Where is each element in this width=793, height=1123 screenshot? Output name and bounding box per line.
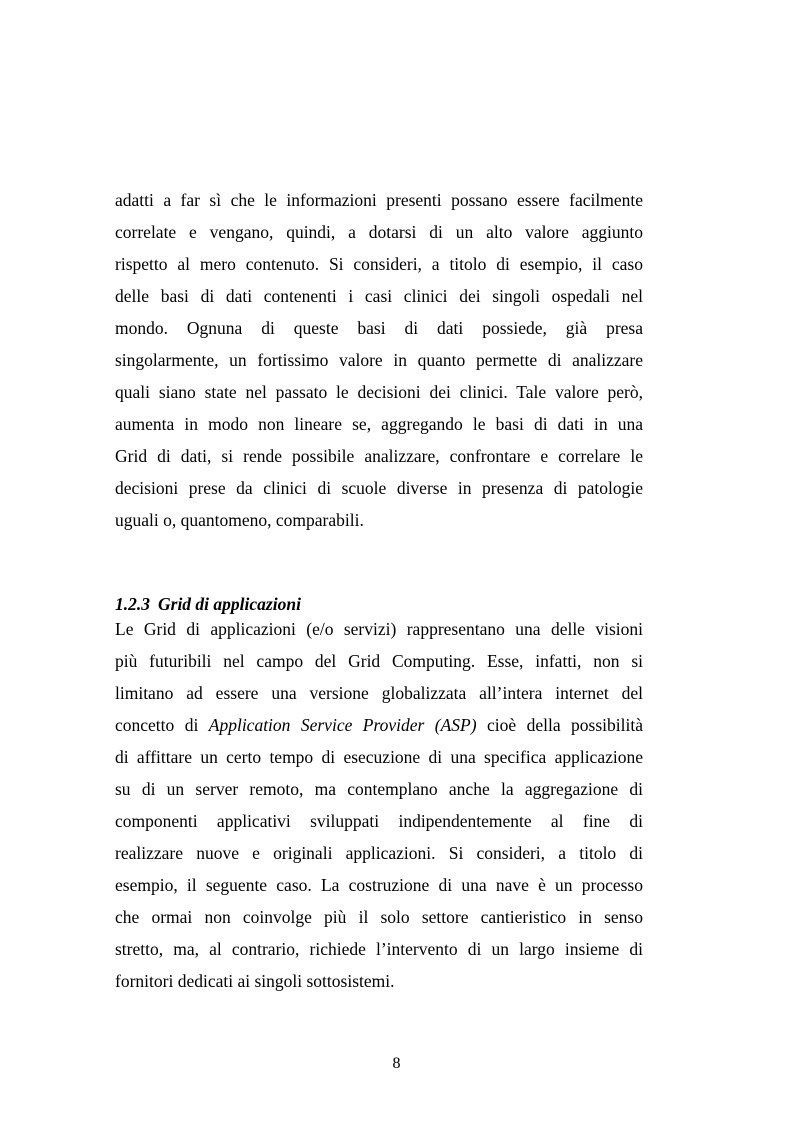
text-line: che ormai non coinvolge più il solo settore cantieristico in senso — [115, 907, 643, 927]
text-line-asp — [115, 709, 643, 741]
text-line: realizzare nuove e originali applicazioni. Si consideri, a titolo di — [115, 843, 643, 863]
paragraph-application-grid — [115, 613, 643, 997]
text-line: stretto, ma, al contrario, richiede l’intervento di un largo insieme di — [115, 939, 643, 959]
text-line: Le Grid di applicazioni (e/o servizi) rappresentano una delle visioni — [115, 619, 643, 639]
text-line: esempio, il seguente caso. La costruzione di una nave è un processo — [115, 875, 643, 895]
section-title: Grid di applicazioni — [158, 594, 301, 614]
text-line: quali siano state nel passato le decisioni dei clinici. Tale valore però, — [115, 382, 643, 402]
text-line: di affittare un certo tempo di esecuzione di una specifica applicazione — [115, 747, 643, 767]
text-line: mondo. Ognuna di queste basi di dati possiede, già presa — [115, 318, 643, 338]
text-line: fornitori dedicati ai singoli sottosistemi. — [115, 971, 395, 991]
text-line: rispetto al mero contenuto. Si consideri, a titolo di esempio, il caso — [115, 254, 643, 274]
text-line: delle basi di dati contenenti i casi clinici dei singoli ospedali nel — [115, 286, 643, 306]
text-line: su di un server remoto, ma contemplano anche la aggregazione di — [115, 779, 643, 799]
text-segment: concetto di — [115, 715, 209, 735]
text-line: singolarmente, un fortissimo valore in quanto permette di analizzare — [115, 350, 643, 370]
text-line: aumenta in modo non lineare se, aggregando le basi di dati in una — [115, 414, 643, 434]
text-line: uguali o, quantomeno, comparabili. — [115, 510, 364, 530]
section-number: 1.2.3 — [115, 594, 150, 614]
text-line: decisioni prese da clinici di scuole diverse in presenza di patologie — [115, 478, 643, 498]
text-line: componenti applicativi sviluppati indipendentemente al fine di — [115, 811, 643, 831]
paragraph-data-grid — [115, 184, 643, 536]
text-line: limitano ad essere una versione globalizzata all’intera internet del — [115, 683, 643, 703]
text-line: Grid di dati, si rende possibile analizzare, confrontare e correlare le — [115, 446, 643, 466]
text-line: correlate e vengano, quindi, a dotarsi di un alto valore aggiunto — [115, 222, 643, 242]
text-segment: cioè della possibilità — [476, 715, 643, 735]
page-number: 8 — [392, 1055, 401, 1072]
text-line: più futuribili nel campo del Grid Computing. Esse, infatti, non si — [115, 651, 643, 671]
asp-term: Application Service Provider (ASP) — [208, 715, 477, 735]
text-line: adatti a far sì che le informazioni presenti possano essere facilmente — [115, 190, 643, 210]
